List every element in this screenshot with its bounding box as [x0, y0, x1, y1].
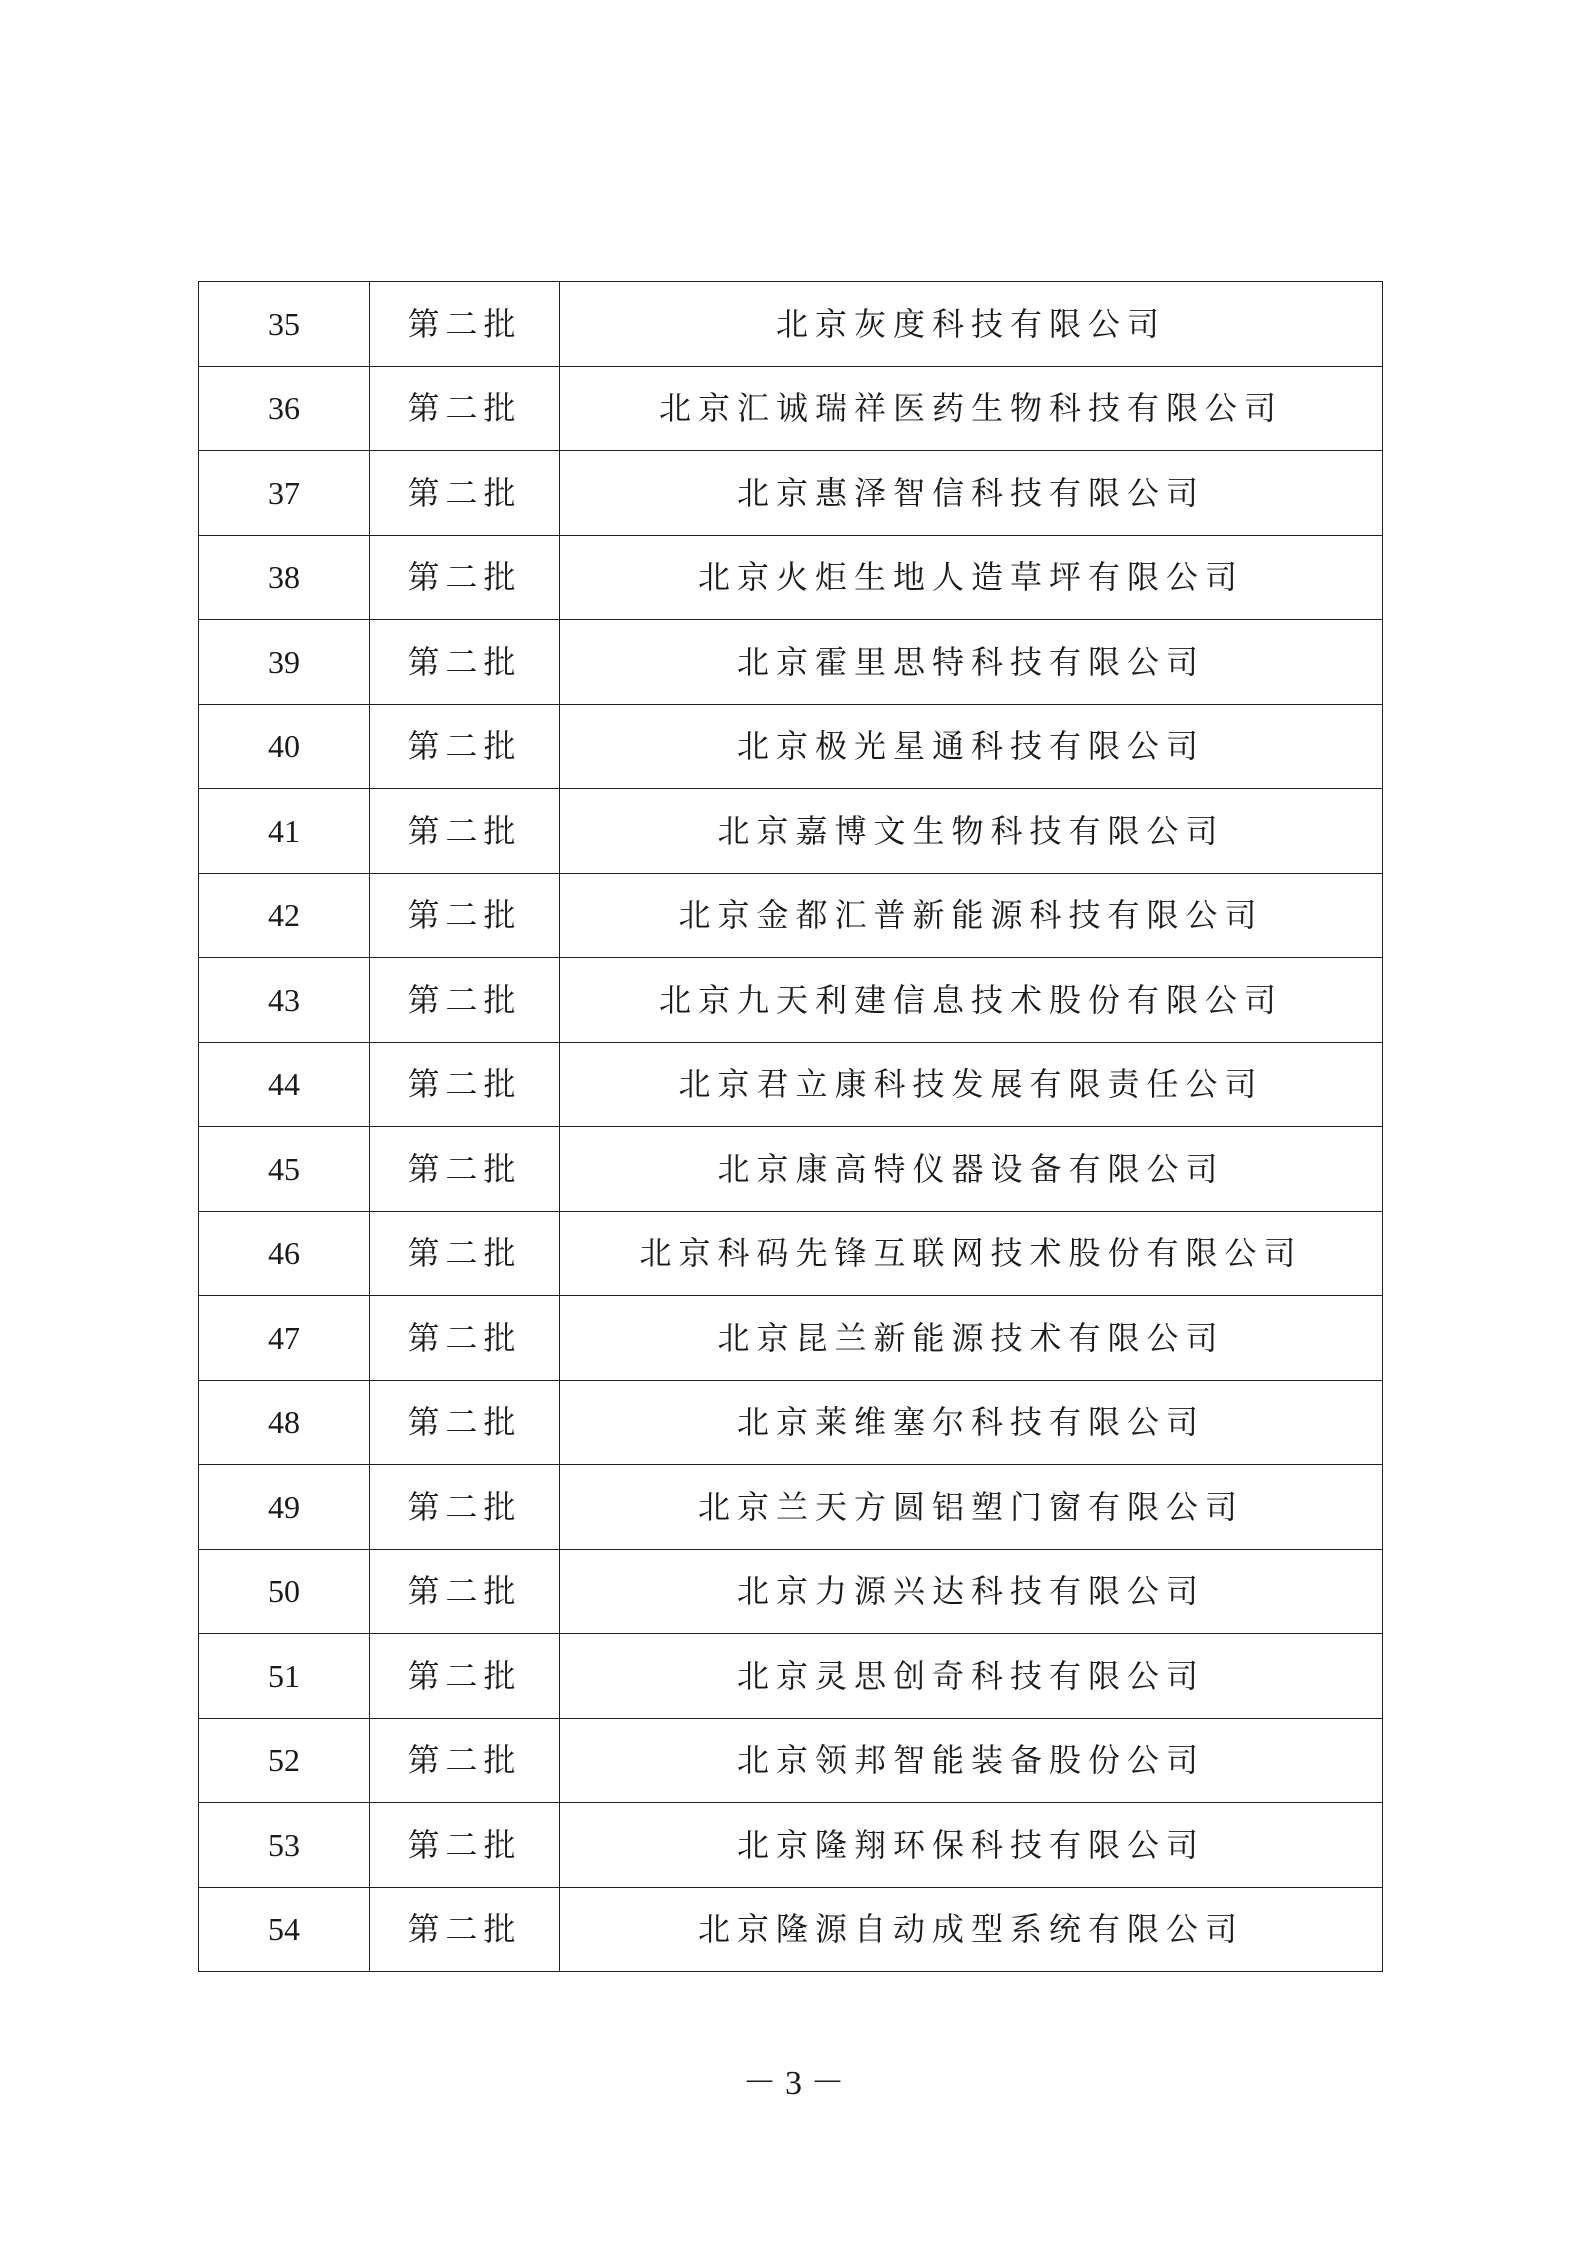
row-number-cell: 35 — [199, 282, 370, 367]
row-number-cell: 38 — [199, 535, 370, 620]
row-number-cell: 51 — [199, 1634, 370, 1719]
batch-cell: 第二批 — [370, 1127, 560, 1212]
row-number-cell: 43 — [199, 958, 370, 1043]
batch-cell: 第二批 — [370, 620, 560, 705]
company-name-cell: 北京领邦智能装备股份公司 — [560, 1718, 1383, 1803]
company-name-cell: 北京隆翔环保科技有限公司 — [560, 1803, 1383, 1888]
company-name-cell: 北京九天利建信息技术股份有限公司 — [560, 958, 1383, 1043]
row-number-cell: 37 — [199, 451, 370, 536]
table-row — [199, 1380, 1383, 1465]
company-name-cell: 北京惠泽智信科技有限公司 — [560, 451, 1383, 536]
table-row — [199, 535, 1383, 620]
batch-cell: 第二批 — [370, 451, 560, 536]
row-number-cell: 54 — [199, 1887, 370, 1972]
batch-cell: 第二批 — [370, 1211, 560, 1296]
row-number-cell: 36 — [199, 366, 370, 451]
row-number-cell: 40 — [199, 704, 370, 789]
table-row — [199, 873, 1383, 958]
batch-cell: 第二批 — [370, 1549, 560, 1634]
table-row — [199, 1465, 1383, 1550]
row-number-cell: 39 — [199, 620, 370, 705]
batch-cell: 第二批 — [370, 873, 560, 958]
row-number-cell: 47 — [199, 1296, 370, 1381]
table-row — [199, 1718, 1383, 1803]
company-name-cell: 北京科码先锋互联网技术股份有限公司 — [560, 1211, 1383, 1296]
table-row — [199, 620, 1383, 705]
row-number-cell: 53 — [199, 1803, 370, 1888]
company-name-cell: 北京君立康科技发展有限责任公司 — [560, 1042, 1383, 1127]
company-name-cell: 北京康高特仪器设备有限公司 — [560, 1127, 1383, 1212]
company-name-cell: 北京灰度科技有限公司 — [560, 282, 1383, 367]
table-row — [199, 1634, 1383, 1719]
company-name-cell: 北京隆源自动成型系统有限公司 — [560, 1887, 1383, 1972]
table-row — [199, 1549, 1383, 1634]
row-number-cell: 49 — [199, 1465, 370, 1550]
batch-cell: 第二批 — [370, 1887, 560, 1972]
batch-cell: 第二批 — [370, 958, 560, 1043]
company-name-cell: 北京极光星通科技有限公司 — [560, 704, 1383, 789]
batch-cell: 第二批 — [370, 1380, 560, 1465]
row-number-cell: 45 — [199, 1127, 370, 1212]
batch-cell: 第二批 — [370, 282, 560, 367]
table-row — [199, 1042, 1383, 1127]
row-number-cell: 42 — [199, 873, 370, 958]
row-number-cell: 50 — [199, 1549, 370, 1634]
batch-cell: 第二批 — [370, 366, 560, 451]
company-name-cell: 北京霍里思特科技有限公司 — [560, 620, 1383, 705]
batch-cell: 第二批 — [370, 1634, 560, 1719]
row-number-cell: 52 — [199, 1718, 370, 1803]
company-name-cell: 北京昆兰新能源技术有限公司 — [560, 1296, 1383, 1381]
batch-cell: 第二批 — [370, 1465, 560, 1550]
company-name-cell: 北京兰天方圆铝塑门窗有限公司 — [560, 1465, 1383, 1550]
batch-cell: 第二批 — [370, 1042, 560, 1127]
table-row — [199, 789, 1383, 874]
row-number-cell: 44 — [199, 1042, 370, 1127]
batch-cell: 第二批 — [370, 1296, 560, 1381]
table-row — [199, 282, 1383, 367]
row-number-cell: 41 — [199, 789, 370, 874]
table-row — [199, 704, 1383, 789]
batch-cell: 第二批 — [370, 535, 560, 620]
table-row — [199, 1296, 1383, 1381]
company-name-cell: 北京力源兴达科技有限公司 — [560, 1549, 1383, 1634]
company-name-cell: 北京火炬生地人造草坪有限公司 — [560, 535, 1383, 620]
company-name-cell: 北京金都汇普新能源科技有限公司 — [560, 873, 1383, 958]
company-name-cell: 北京灵思创奇科技有限公司 — [560, 1634, 1383, 1719]
row-number-cell: 46 — [199, 1211, 370, 1296]
page-number: － 3 － — [742, 2065, 845, 2102]
table-row — [199, 366, 1383, 451]
batch-cell: 第二批 — [370, 1718, 560, 1803]
table-row — [199, 1211, 1383, 1296]
company-list-table — [198, 281, 1383, 1972]
batch-cell: 第二批 — [370, 704, 560, 789]
batch-cell: 第二批 — [370, 1803, 560, 1888]
company-name-cell: 北京汇诚瑞祥医药生物科技有限公司 — [560, 366, 1383, 451]
table-row — [199, 1803, 1383, 1888]
table-row — [199, 958, 1383, 1043]
table-row — [199, 1127, 1383, 1212]
batch-cell: 第二批 — [370, 789, 560, 874]
table-body — [199, 282, 1383, 1972]
table-row — [199, 1887, 1383, 1972]
table-row — [199, 451, 1383, 536]
row-number-cell: 48 — [199, 1380, 370, 1465]
company-name-cell: 北京莱维塞尔科技有限公司 — [560, 1380, 1383, 1465]
company-name-cell: 北京嘉博文生物科技有限公司 — [560, 789, 1383, 874]
